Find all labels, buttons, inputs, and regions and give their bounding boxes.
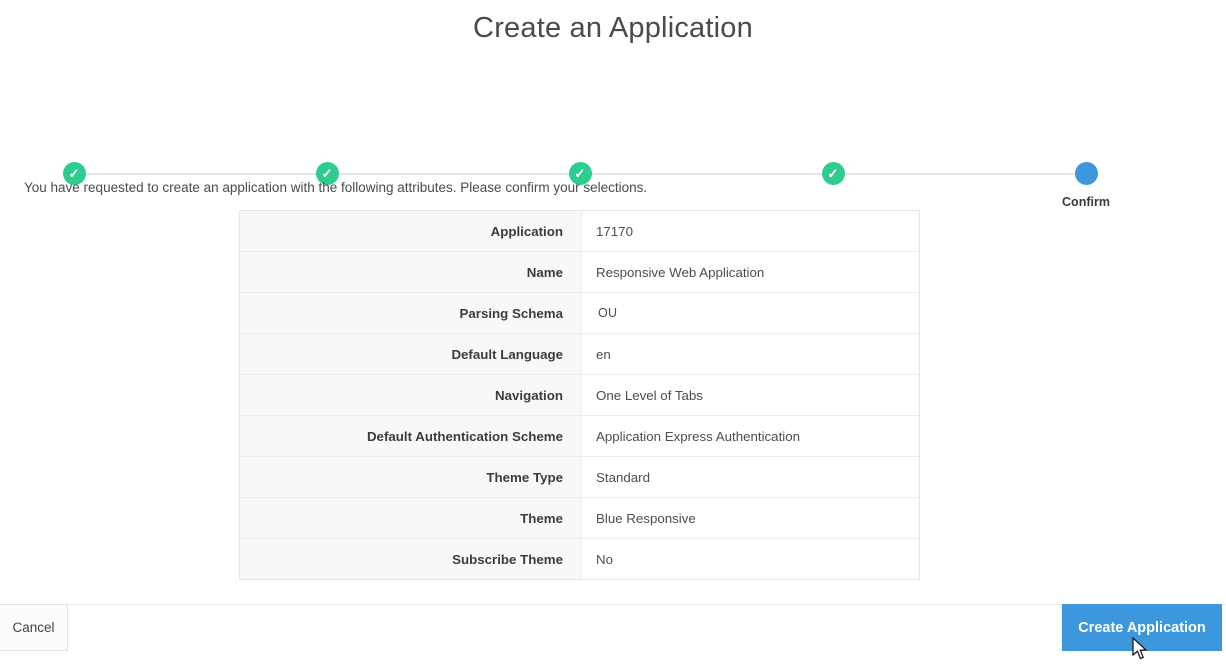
row-label: Default Language bbox=[240, 334, 582, 375]
row-value: Standard bbox=[582, 457, 920, 498]
row-label: Subscribe Theme bbox=[240, 539, 582, 580]
table-row bbox=[240, 498, 920, 539]
row-label: Default Authentication Scheme bbox=[240, 416, 582, 457]
row-value: OU bbox=[582, 293, 920, 334]
row-value: One Level of Tabs bbox=[582, 375, 920, 416]
page-title: Create an Application bbox=[473, 12, 753, 44]
table-row bbox=[240, 457, 920, 498]
check-icon: ✓ bbox=[569, 162, 592, 185]
check-icon: ✓ bbox=[316, 162, 339, 185]
row-value: en bbox=[582, 334, 920, 375]
table-row bbox=[240, 334, 920, 375]
check-icon: ✓ bbox=[63, 162, 86, 185]
cancel-button[interactable]: Cancel bbox=[0, 604, 68, 651]
row-value: Responsive Web Application bbox=[582, 252, 920, 293]
row-label: Theme bbox=[240, 498, 582, 539]
row-value: Blue Responsive bbox=[582, 498, 920, 539]
wizard-step-confirm[interactable] bbox=[1026, 162, 1146, 209]
check-icon: ✓ bbox=[822, 162, 845, 185]
table-row bbox=[240, 252, 920, 293]
row-label: Application bbox=[240, 211, 582, 252]
row-label: Name bbox=[240, 252, 582, 293]
row-label: Theme Type bbox=[240, 457, 582, 498]
table-row bbox=[240, 416, 920, 457]
row-value: Application Express Authentication bbox=[582, 416, 920, 457]
table-row bbox=[240, 375, 920, 416]
dot-icon bbox=[1075, 162, 1098, 185]
table-row bbox=[240, 539, 920, 580]
row-value: No bbox=[582, 539, 920, 580]
create-application-button[interactable]: Create Application bbox=[1062, 604, 1222, 651]
row-label: Navigation bbox=[240, 375, 582, 416]
row-value: 17170 bbox=[582, 211, 920, 252]
instruction-text: You have requested to create an application with the following attributes. Please confirm your selections. bbox=[24, 180, 648, 195]
footer-divider bbox=[0, 604, 1226, 605]
wizard-step-attributes[interactable] bbox=[773, 162, 893, 209]
table-row bbox=[240, 293, 920, 334]
table-row bbox=[240, 211, 920, 252]
summary-table bbox=[239, 210, 920, 580]
wizard-step-label: Confirm bbox=[1062, 195, 1110, 209]
row-label: Parsing Schema bbox=[240, 293, 582, 334]
